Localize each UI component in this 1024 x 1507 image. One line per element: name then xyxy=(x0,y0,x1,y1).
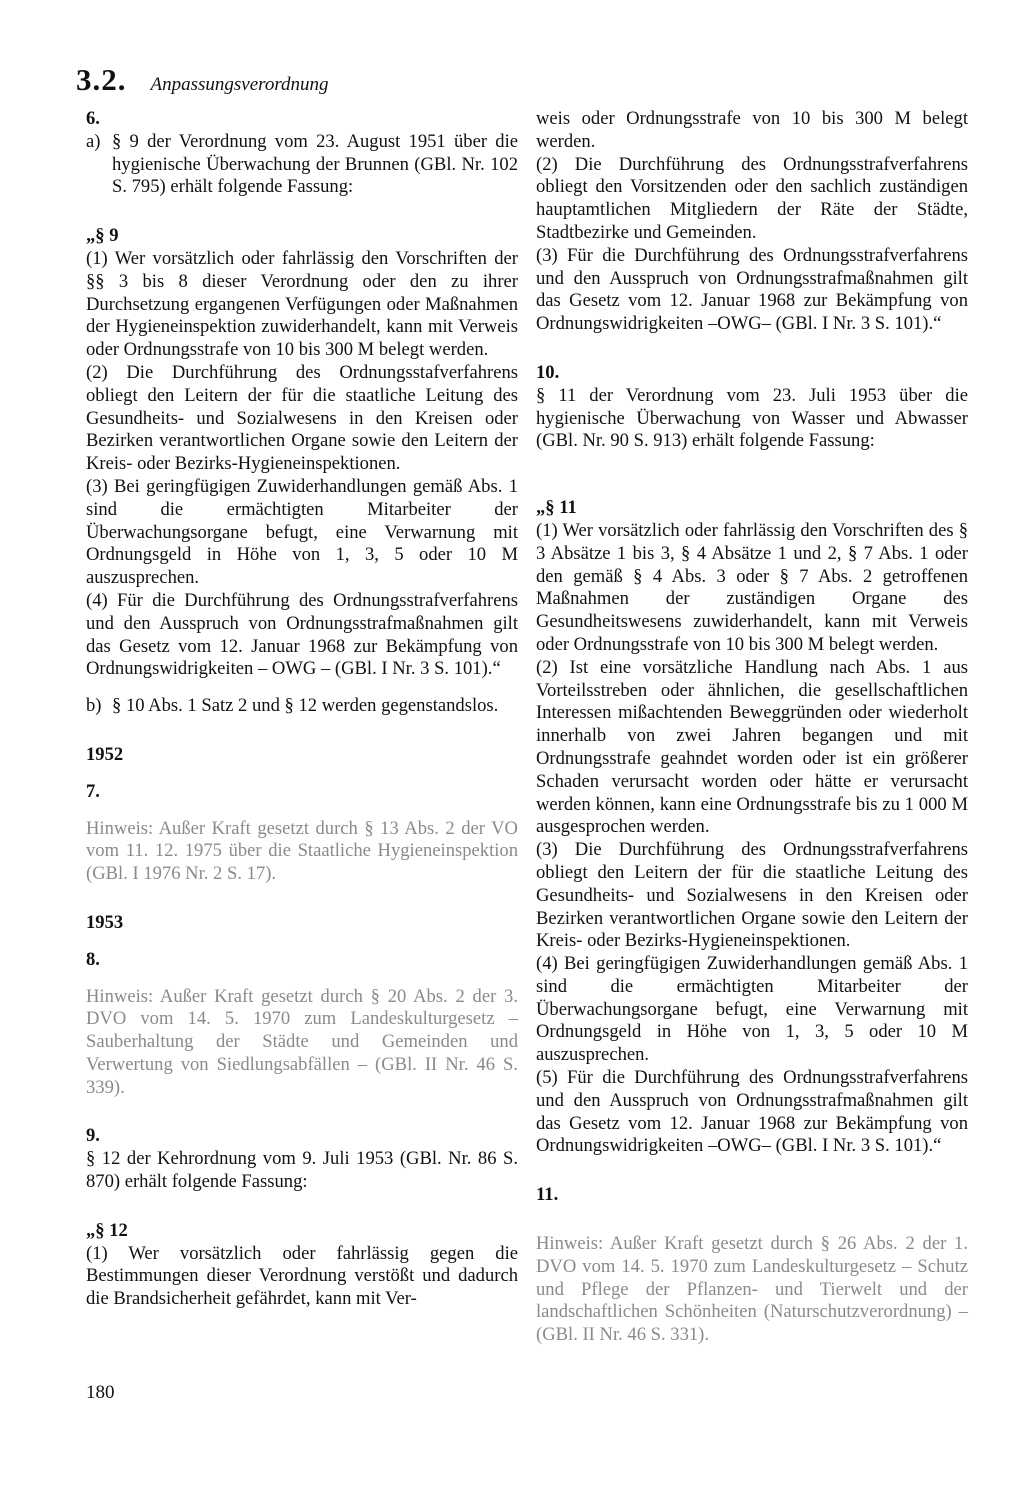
year-heading-1952: 1952 xyxy=(86,743,124,765)
paragraph-11-subsection-3: (3) Die Durchführung des Ordnungsstrafverfahrens obliegt den Leitern der für die staatliche Leitung des Gesundheits- und Sozialwesens in den Kreisen oder Bezirken verantwortlichen Organe sowie den Leitern der Kreis- oder Bezirks-Hygieneinspektionen. xyxy=(536,839,968,952)
paragraph-12-subsection-1-end: weis oder Ordnungsstrafe von 10 bis 300 M belegt werden. xyxy=(536,108,968,152)
paragraph-9-subsection-2: (2) Die Durchführung des Ordnungsstafverfahrens obliegt den Leitern der für die staatliche Leitung des Gesundheits- und Sozialwesens in den Kreisen oder Bezirken verantwortlichen Organe sowie den Leitern der Kreis- oder Bezirks-Hygieneinspektionen. xyxy=(86,361,518,475)
paragraph-9-subsection-3: (3) Bei geringfügigen Zuwiderhandlungen gemäß Abs. 1 sind die ermächtigten Mitarbeiter der Überwachungsorgane befugt, eine Verwarnung mit Ordnungsgeld in Höhe von 1, 3, 5 oder 10 M auszusprechen. xyxy=(86,475,518,589)
item-9-text: § 12 der Kehrordnung vom 9. Juli 1953 (GBl. Nr. 86 S. 870) erhält folgende Fassung: xyxy=(86,1148,518,1193)
paragraph-12-subsection-3: (3) Für die Durchführung des Ordnungsstrafverfahrens und den Ausspruch von Ordnungsstrafmaßnahmen gilt das Gesetz vom 12. Januar 1968 zur Bekämpfung von Ordnungswidrigkeiten –OWG– (GBl. I Nr. 3 S. 101).“ xyxy=(536,244,968,335)
left-column xyxy=(86,108,518,1311)
paragraph-9-heading: „§ 9 xyxy=(86,225,119,247)
item-6a xyxy=(86,131,518,199)
paragraph-9-subsection-1: (1) Wer vorsätzlich oder fahrlässig den Vorschriften der §§ 3 bis 8 dieser Verordnung oder den zu ihrer Durchsetzung ergangenen Verfügungen oder Maßnahmen der Hygieneinspektion zuwiderhandelt, kann mit Verweis oder Ordnungsstrafe von 10 bis 300 M belegt werden. xyxy=(86,247,518,361)
item-number-6: 6. xyxy=(86,108,100,129)
page-header xyxy=(76,62,329,98)
right-column xyxy=(536,108,968,1347)
item-6a-label: a) xyxy=(86,130,101,152)
paragraph-9-subsection-4: (4) Für die Durchführung des Ordnungsstrafverfahrens und den Ausspruch von Ordnungsstrafmaßnahmen gilt das Gesetz vom 12. Januar 1968 zur Bekämpfung von Ordnungswidrigkeiten – OWG – (GBl. I Nr. 3 S. 101).“ xyxy=(86,589,518,680)
item-8-note: Hinweis: Außer Kraft gesetzt durch § 20 Abs. 2 der 3. DVO vom 14. 5. 1970 zum Landeskulturgesetz – Sauberhaltung der Städte und Gemeinden und Verwertung von Siedlungsabfällen – (GBl. II Nr. 46 S. 339). xyxy=(86,985,518,1098)
paragraph-12-heading: „§ 12 xyxy=(86,1219,128,1241)
paragraph-12-subsection-1-start: (1) Wer vorsätzlich oder fahrlässig gegen die Bestimmungen dieser Verordnung verstößt und dadurch die Brandsicherheit gefährdet, kann mit Ver- xyxy=(86,1242,518,1310)
page-number: 180 xyxy=(86,1382,115,1403)
item-10-text: § 11 der Verordnung vom 23. Juli 1953 über die hygienische Überwachung von Wasser und Abwasser (GBl. Nr. 90 S. 913) erhält folgende Fassung: xyxy=(536,384,968,452)
paragraph-12-subsection-2: (2) Die Durchführung des Ordnungsstrafverfahrens obliegt den Vorsitzenden oder den sachlich zuständigen hauptamtlichen Mitgliedern der Räte der Städte, Stadtbezirke und Gemeinden. xyxy=(536,153,968,243)
item-6b-text: § 10 Abs. 1 Satz 2 und § 12 werden gegenstandslos. xyxy=(112,695,499,717)
item-7-note: Hinweis: Außer Kraft gesetzt durch § 13 Abs. 2 der VO vom 11. 12. 1975 über die Staatliche Hygieneinspektion (GBl. I 1976 Nr. 2 S. 17). xyxy=(86,817,518,885)
item-number-8: 8. xyxy=(86,948,100,970)
paragraph-11-subsection-2: (2) Ist eine vorsätzliche Handlung nach Abs. 1 aus Vorteilsstreben oder ähnlichen, die gesellschaftlichen Interessen mißachtenden Beweggründen oder wiederholt innerhalb von zwei Jahren begangen und mit Ordnungsstrafe geahndet worden oder ist ein größerer Schaden verursacht worden oder hätte er verursacht werden können, kann eine Ordnungsstrafe bis zu 1 000 M ausgesprochen werden. xyxy=(536,656,968,838)
paragraph-11-subsection-5: (5) Für die Durchführung des Ordnungsstrafverfahrens und den Ausspruch von Ordnungsstrafmaßnahmen gilt das Gesetz vom 12. Januar 1968 zur Bekämpfung von Ordnungswidrigkeiten –OWG– (GBl. I Nr. 3 S. 101).“ xyxy=(536,1067,968,1157)
section-title: Anpassungsverordnung xyxy=(150,74,329,95)
item-number-7: 7. xyxy=(86,780,100,802)
year-heading-1953: 1953 xyxy=(86,911,124,933)
section-number: 3.2. xyxy=(76,62,127,97)
item-number-10: 10. xyxy=(536,361,560,383)
item-11-note: Hinweis: Außer Kraft gesetzt durch § 26 Abs. 2 der 1. DVO vom 14. 5. 1970 zum Landeskulturgesetz – Schutz und Pflege der Pflanzen- und Tierwelt und der landschaftlichen Schönheiten (Naturschutzverordnung) – (GBl. II Nr. 46 S. 331). xyxy=(536,1233,968,1346)
item-number-11: 11. xyxy=(536,1184,559,1206)
item-number-9: 9. xyxy=(86,1125,100,1147)
item-6a-text: § 9 der Verordnung vom 23. August 1951 über die hygienische Überwachung der Brunnen (GBl. Nr. 102 S. 795) erhält folgende Fassung: xyxy=(112,130,518,198)
paragraph-11-subsection-1: (1) Wer vorsätzlich oder fahrlässig den Vorschriften des § 3 Absätze 1 bis 3, § 4 Absätze 1 und 2, § 7 Abs. 1 oder den gemäß § 4 Abs. 3 oder § 7 Abs. 2 getroffenen Maßnahmen der zuständigen Organe des Gesundheitswesens zuwiderhandelt, kann mit Verweis oder Ordnungsstrafe von 10 bis 300 M belegt werden. xyxy=(536,519,968,655)
paragraph-11-subsection-4: (4) Bei geringfügigen Zuwiderhandlungen gemäß Abs. 1 sind die ermächtigten Mitarbeiter der Überwachungsorgane befugt, eine Verwarnung mit Ordnungsgeld in Höhe von 1, 3, 5 oder 10 M auszusprechen. xyxy=(536,953,968,1066)
item-6b xyxy=(86,695,518,718)
paragraph-11-heading: „§ 11 xyxy=(536,497,577,519)
item-6b-label: b) xyxy=(86,695,102,717)
